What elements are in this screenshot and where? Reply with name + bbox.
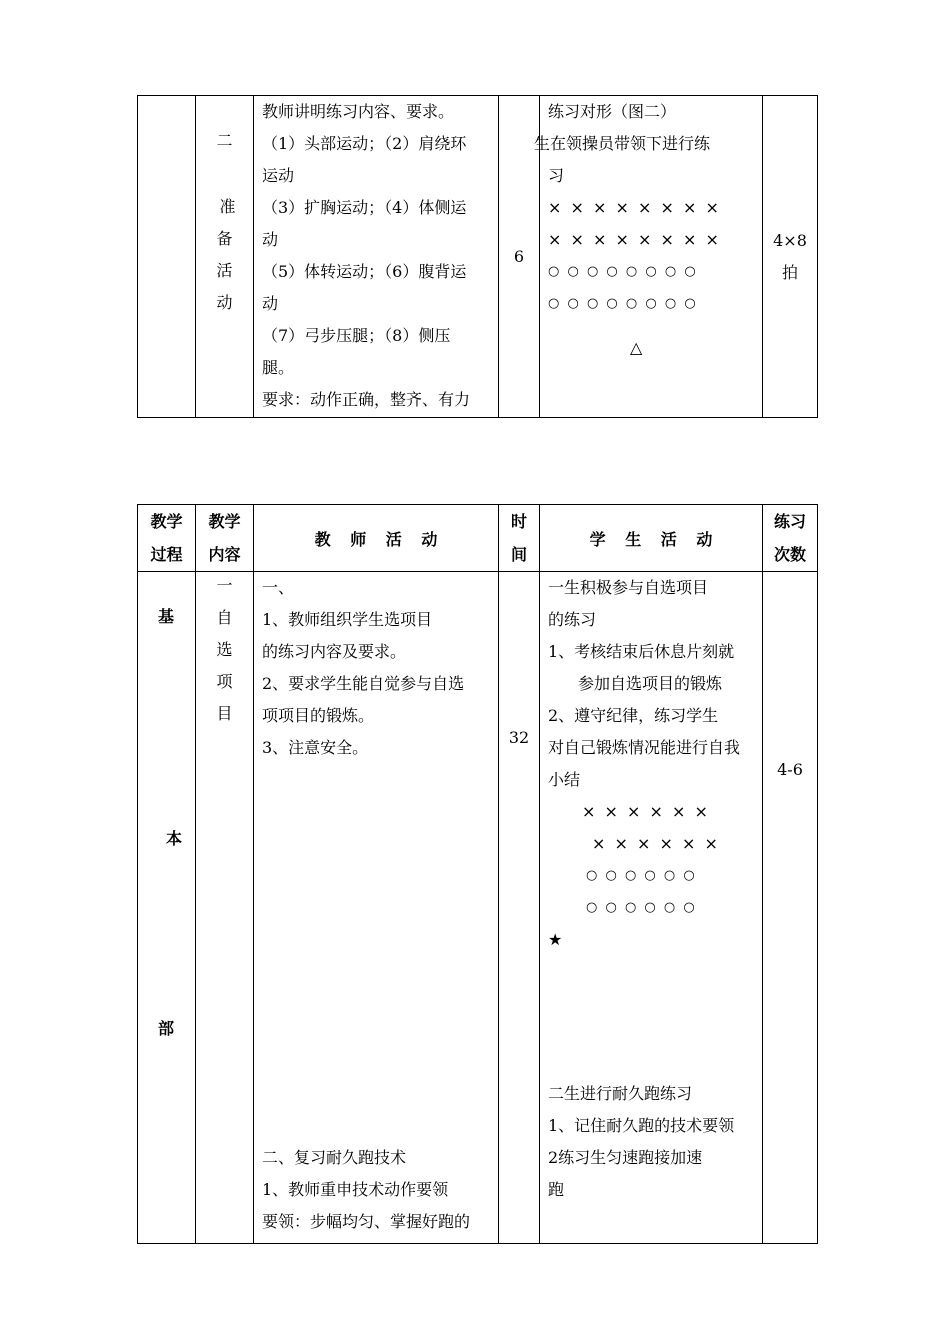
formation-row-o: ○ ○ ○ ○ ○ ○ ○ ○ [548, 264, 698, 279]
teacher-line: 运动 [262, 166, 295, 185]
time-value: 32 [508, 728, 530, 747]
teacher-line: 要领：步幅均匀、掌握好跑的 [262, 1212, 471, 1231]
student-line: 一生积极参与自选项目 [548, 578, 709, 597]
student-activity-cell [534, 96, 763, 418]
formation-row-x: × × × × × × [582, 802, 710, 821]
teacher-line: 动 [262, 230, 279, 249]
content-cell [196, 572, 254, 1244]
section-cell [196, 96, 254, 418]
teacher-line: 动 [262, 294, 279, 313]
count-value: 4×8 [773, 230, 807, 250]
teacher-line: 3、注意安全。 [262, 738, 369, 757]
section-char: 动 [216, 293, 233, 312]
student-line: 生在领操员带领下进行练 [534, 134, 711, 153]
teacher-position-symbol: △ [630, 338, 643, 357]
content-char: 目 [216, 704, 233, 723]
section-char: 活 [216, 261, 233, 280]
header-process: 教学 过程 [138, 505, 196, 572]
section-char: 部 [158, 1019, 175, 1038]
header-time: 时 间 [499, 505, 540, 572]
student-line: 习 [548, 166, 565, 185]
teacher-line: （3）扩胸运动；（4）体侧运 [262, 198, 467, 217]
main-part-table [137, 504, 818, 1244]
content-char: 项 [216, 672, 233, 691]
teacher-line: 的练习内容及要求。 [262, 642, 407, 661]
student-line: 2练习生匀速跑接加速 [548, 1148, 703, 1167]
section-char: 备 [216, 229, 233, 248]
section-char: 本 [166, 829, 183, 848]
teacher-line: 要求：动作正确，整齐、有力 [262, 390, 471, 409]
student-line: 1、考核结束后休息片刻就 [548, 642, 735, 661]
formation-row-x: × × × × × × [592, 834, 720, 853]
teacher-line: 腿。 [262, 358, 295, 377]
student-line: 1、记住耐久跑的技术要领 [548, 1116, 735, 1135]
content-char: 自 [216, 608, 233, 627]
teacher-line: （7）弓步压腿；（8）侧压 [262, 326, 451, 345]
student-line: 练习对形（图二） [548, 102, 677, 121]
teacher-activity-cell [254, 96, 499, 418]
header-row [138, 505, 818, 572]
teacher-line: 项项目的锻炼。 [262, 706, 375, 725]
formation-row-o: ○ ○ ○ ○ ○ ○ [586, 868, 697, 883]
student-line: 对自己锻炼情况能进行自我 [548, 738, 741, 757]
student-line: 的练习 [548, 610, 597, 629]
teacher-line: 1、教师重申技术动作要领 [262, 1180, 449, 1199]
student-line: 二生进行耐久跑练习 [548, 1084, 693, 1103]
warmup-table [137, 95, 818, 418]
star-symbol: ★ [548, 930, 563, 949]
time-value: 6 [513, 247, 525, 266]
header-content: 教学 内容 [196, 505, 254, 572]
section-number: 二 [216, 131, 233, 150]
count-value: 4-6 [777, 760, 803, 779]
process-cell [138, 572, 196, 1244]
header-count: 练习 次数 [763, 505, 818, 572]
student-line: 跑 [548, 1180, 565, 1199]
student-line: 参加自选项目的锻炼 [578, 674, 723, 693]
count-unit: 拍 [781, 262, 798, 282]
formation-row-o: ○ ○ ○ ○ ○ ○ ○ ○ [548, 296, 698, 311]
student-line: 小结 [548, 770, 581, 789]
teacher-line: （5）体转运动；（6）腹背运 [262, 262, 467, 281]
teacher-line: （1）头部运动；（2）肩绕环 [262, 134, 467, 153]
header-teacher: 教 师 活 动 [254, 505, 499, 572]
formation-row-x: × × × × × × × × [548, 198, 721, 217]
section-char: 基 [158, 607, 175, 626]
teacher-line: 2、要求学生能自觉参与自选 [262, 674, 465, 693]
process-cell [138, 96, 196, 418]
teacher-activity-cell [254, 572, 499, 1244]
student-line: 2、遵守纪律，练习学生 [548, 706, 719, 725]
student-activity-cell [540, 572, 763, 1244]
content-char: 选 [216, 640, 233, 659]
formation-row-x: × × × × × × × × [548, 230, 721, 249]
formation-row-o: ○ ○ ○ ○ ○ ○ [586, 900, 697, 915]
teacher-line: 一、 [262, 578, 295, 597]
section-char: 准 [219, 197, 236, 216]
teacher-line: 1、教师组织学生选项目 [262, 610, 433, 629]
header-student: 学 生 活 动 [540, 505, 763, 572]
count-cell [763, 572, 818, 1244]
count-cell [763, 96, 818, 418]
teacher-line: 教师讲明练习内容、要求。 [262, 102, 455, 121]
time-cell [499, 572, 540, 1244]
teacher-line: 二、复习耐久跑技术 [262, 1148, 407, 1167]
content-char: 一 [216, 576, 233, 595]
